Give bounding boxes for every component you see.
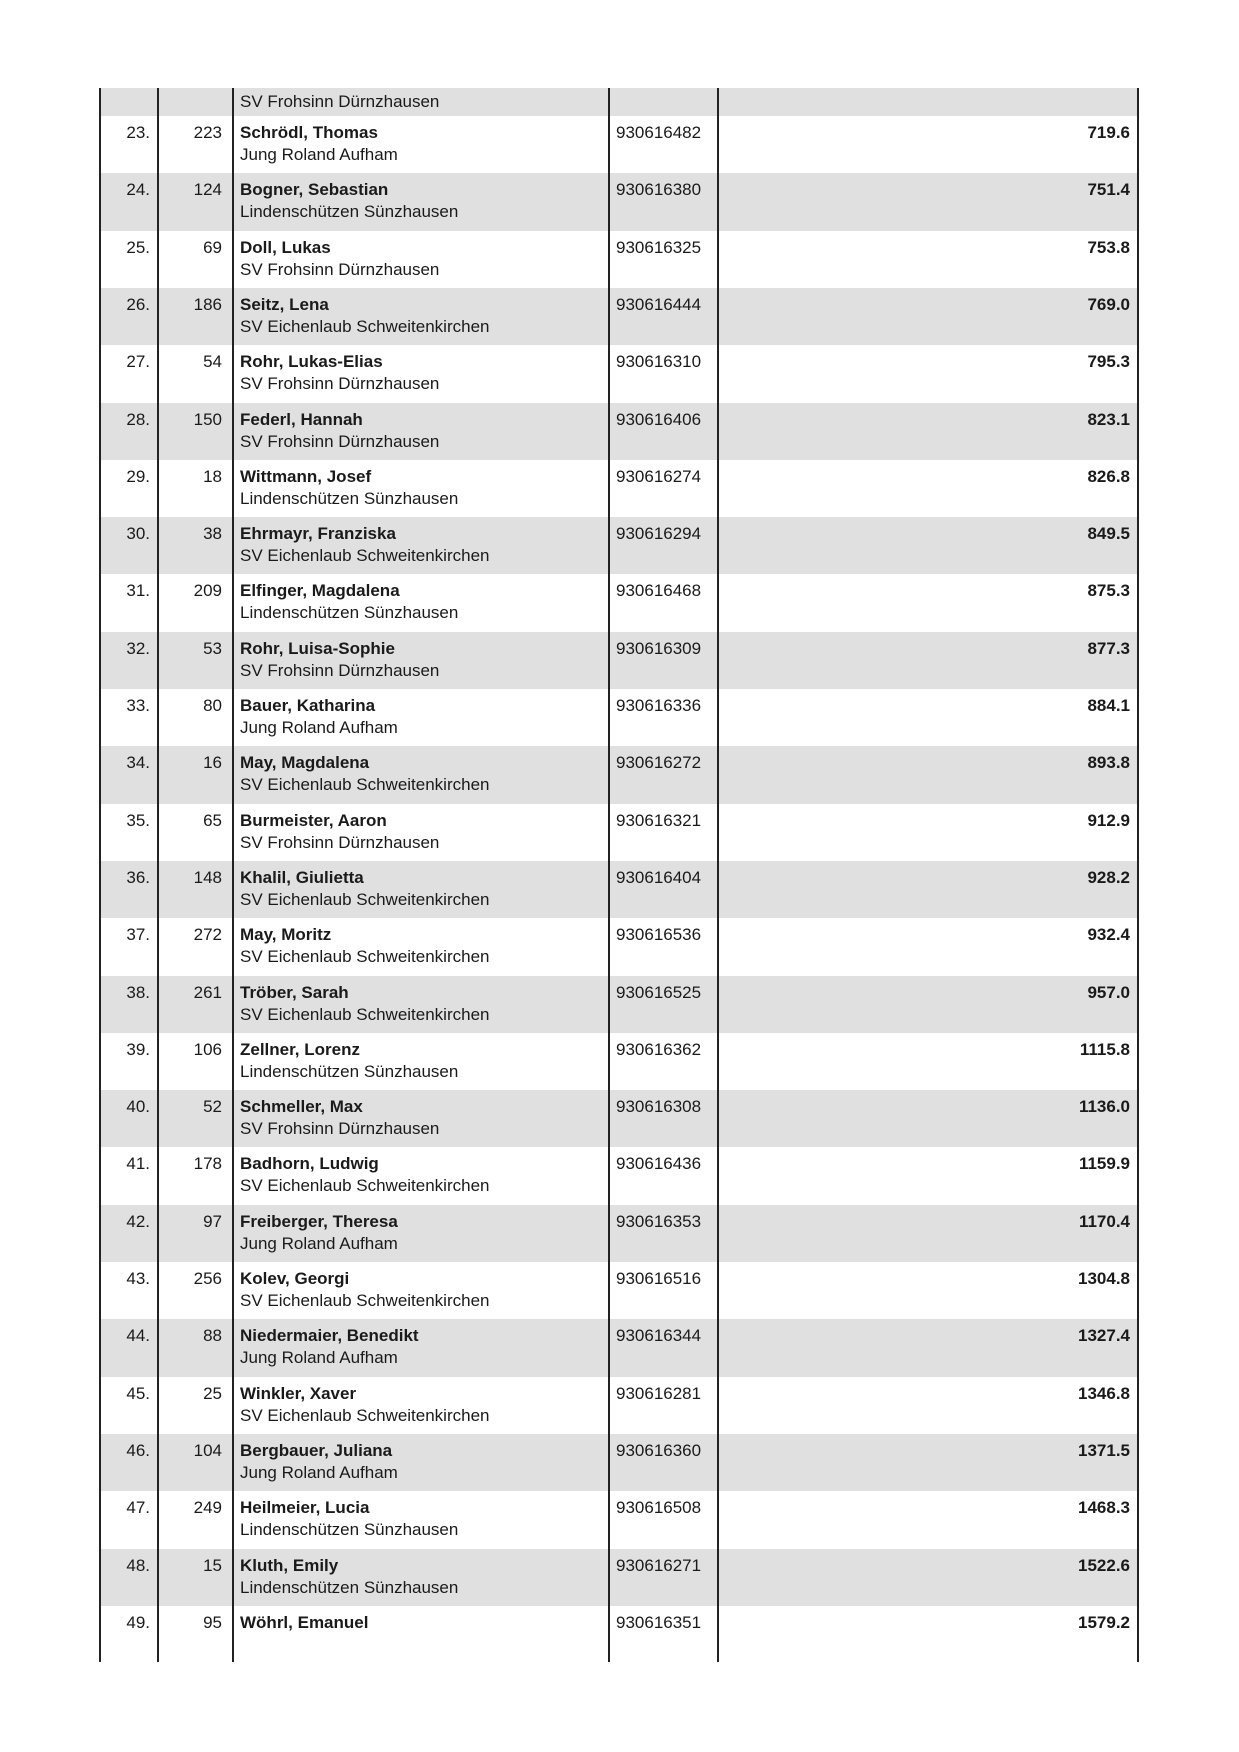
score-cell: 893.8 [1087, 753, 1130, 773]
table-row [100, 1090, 1138, 1147]
club-name: Jung Roland Aufham [240, 1233, 398, 1253]
score-cell: 1346.8 [1078, 1383, 1130, 1403]
table-row [100, 1319, 1138, 1376]
start-number-cell: 54 [203, 352, 222, 372]
table-row [100, 574, 1138, 631]
table-row [100, 918, 1138, 975]
table-row [100, 976, 1138, 1033]
rank-cell: 33. [126, 696, 150, 715]
club-name: SV Eichenlaub Schweitenkirchen [240, 316, 490, 336]
name-cell [240, 1033, 600, 1096]
athlete-name: May, Moritz [240, 925, 332, 945]
club-name: SV Frohsinn Dürnzhausen [240, 1119, 440, 1139]
score-cell: 795.3 [1087, 352, 1130, 372]
id-cell: 930616468 [616, 581, 702, 601]
score-cell: 1304.8 [1078, 1269, 1130, 1288]
score-cell: 928.2 [1087, 867, 1130, 887]
athlete-name: Federl, Hannah [240, 409, 363, 429]
start-number-cell: 25 [203, 1383, 222, 1403]
name-cell [240, 1377, 600, 1440]
athlete-name: Wöhrl, Emanuel [240, 1612, 369, 1632]
start-number-cell: 80 [203, 696, 222, 715]
id-cell: 930616360 [616, 1440, 702, 1460]
score-cell: 751.4 [1087, 180, 1130, 200]
rank-cell: 47. [126, 1498, 150, 1518]
name-cell [240, 804, 600, 867]
name-cell [240, 517, 600, 580]
start-number-cell: 95 [203, 1612, 222, 1632]
score-cell: 769.0 [1087, 294, 1130, 314]
column-divider [99, 88, 101, 1662]
score-cell: 823.1 [1087, 409, 1130, 429]
table-row [100, 746, 1138, 803]
score-cell: 753.8 [1087, 237, 1130, 257]
club-name: Lindenschützen Sünzhausen [240, 1577, 459, 1597]
id-cell: 930616516 [616, 1269, 702, 1288]
table-row [100, 1033, 1138, 1090]
start-number-cell: 178 [193, 1154, 222, 1174]
club-name [240, 88, 600, 119]
athlete-name: Wittmann, Josef [240, 466, 372, 486]
start-number-cell: 52 [203, 1097, 222, 1117]
rank-cell: 41. [126, 1154, 150, 1174]
athlete-name: Bogner, Sebastian [240, 180, 389, 200]
table-row [100, 517, 1138, 574]
name-cell [240, 116, 600, 179]
rank-cell: 26. [126, 294, 150, 314]
name-cell [240, 1549, 600, 1612]
start-number-cell: 209 [193, 581, 222, 601]
results-table [100, 88, 1138, 1662]
score-cell: 884.1 [1087, 696, 1130, 715]
score-cell: 957.0 [1087, 982, 1130, 1002]
rank-cell: 45. [126, 1383, 150, 1403]
rank-cell: 34. [126, 753, 150, 773]
score-cell: 932.4 [1087, 925, 1130, 945]
score-cell: 912.9 [1087, 810, 1130, 830]
rank-cell: 39. [126, 1039, 150, 1059]
club-name: SV Frohsinn Dürnzhausen [240, 660, 440, 680]
name-cell [240, 1090, 600, 1153]
start-number-cell: 97 [203, 1211, 222, 1231]
athlete-name: Schrödl, Thomas [240, 123, 378, 142]
start-number-cell: 186 [193, 294, 222, 314]
athlete-name: Rohr, Luisa-Sophie [240, 638, 395, 658]
id-cell: 930616344 [616, 1326, 702, 1346]
score-cell: 1579.2 [1078, 1612, 1130, 1632]
score-cell: 849.5 [1087, 524, 1130, 544]
name-cell [240, 918, 600, 981]
start-number-cell: 16 [203, 753, 222, 773]
club-name: SV Eichenlaub Schweitenkirchen [240, 1004, 490, 1024]
start-number-cell: 124 [193, 180, 222, 200]
id-cell: 930616308 [616, 1097, 702, 1117]
rank-cell: 24. [126, 180, 150, 200]
name-cell [240, 231, 600, 294]
club-name: SV Eichenlaub Schweitenkirchen [240, 546, 490, 566]
name-cell [240, 574, 600, 637]
athlete-name: May, Magdalena [240, 753, 370, 773]
rank-cell: 25. [126, 237, 150, 257]
table-row [100, 1147, 1138, 1204]
table-row [100, 804, 1138, 861]
rank-cell: 31. [126, 581, 150, 601]
table-row [100, 861, 1138, 918]
table-row [100, 632, 1138, 689]
athlete-name: Niedermaier, Benedikt [240, 1326, 419, 1346]
id-cell: 930616362 [616, 1039, 702, 1059]
id-cell: 930616380 [616, 180, 702, 200]
start-number-cell: 223 [193, 123, 222, 142]
athlete-name: Winkler, Xaver [240, 1383, 357, 1403]
name-cell [240, 1147, 600, 1210]
id-cell: 930616508 [616, 1498, 702, 1518]
name-cell [240, 746, 600, 809]
score-cell: 1522.6 [1078, 1555, 1130, 1575]
rank-cell: 30. [126, 524, 150, 544]
club-name: Jung Roland Aufham [240, 145, 398, 164]
rank-cell: 36. [126, 867, 150, 887]
start-number-cell: 104 [193, 1440, 222, 1460]
column-divider [1137, 88, 1139, 1662]
start-number-cell: 148 [193, 867, 222, 887]
start-number-cell: 150 [193, 409, 222, 429]
rank-cell: 44. [126, 1326, 150, 1346]
name-cell [240, 632, 600, 695]
club-name: SV Frohsinn Dürnzhausen [240, 832, 440, 852]
rank-cell: 28. [126, 409, 150, 429]
column-divider [157, 88, 159, 1662]
club-name: Lindenschützen Sünzhausen [240, 603, 459, 623]
id-cell: 930616310 [616, 352, 702, 372]
score-cell: 826.8 [1087, 466, 1130, 486]
table-row [100, 1491, 1138, 1548]
name-cell [240, 976, 600, 1039]
athlete-name: Heilmeier, Lucia [240, 1498, 370, 1518]
name-cell [240, 288, 600, 351]
rank-cell: 43. [126, 1269, 150, 1288]
rank-cell: 23. [126, 123, 150, 142]
club-name: SV Eichenlaub Schweitenkirchen [240, 889, 490, 909]
name-cell [240, 173, 600, 236]
score-cell: 1170.4 [1078, 1211, 1130, 1231]
name-cell [240, 345, 600, 408]
name-cell [240, 689, 600, 752]
name-cell [240, 1434, 600, 1497]
athlete-name: Tröber, Sarah [240, 982, 349, 1002]
table-row [100, 403, 1138, 460]
table-row [100, 1434, 1138, 1491]
club-name: Jung Roland Aufham [240, 1348, 398, 1368]
club-name: SV Eichenlaub Schweitenkirchen [240, 947, 490, 967]
id-cell: 930616336 [616, 696, 702, 715]
table-row [100, 173, 1138, 230]
id-cell: 930616351 [616, 1612, 702, 1632]
table-row [100, 231, 1138, 288]
id-cell: 930616309 [616, 638, 702, 658]
club-name: Lindenschützen Sünzhausen [240, 1061, 459, 1081]
table-row [100, 1549, 1138, 1606]
athlete-name: Ehrmayr, Franziska [240, 524, 396, 544]
club-name: Jung Roland Aufham [240, 718, 398, 737]
name-cell [240, 1205, 600, 1268]
column-divider [232, 88, 234, 1662]
club-name: SV Frohsinn Dürnzhausen [240, 259, 440, 279]
score-cell: 1468.3 [1078, 1498, 1130, 1518]
start-number-cell: 249 [193, 1498, 222, 1518]
name-cell [240, 861, 600, 924]
start-number-cell: 272 [193, 925, 222, 945]
athlete-name: Freiberger, Theresa [240, 1211, 398, 1231]
rank-cell: 29. [126, 466, 150, 486]
score-cell: 1159.9 [1078, 1154, 1130, 1174]
score-cell: 1136.0 [1078, 1097, 1130, 1117]
start-number-cell: 261 [193, 982, 222, 1002]
name-cell [240, 460, 600, 523]
table-row [100, 288, 1138, 345]
club-name: Lindenschützen Sünzhausen [240, 1520, 459, 1540]
id-cell: 930616482 [616, 123, 702, 142]
club-name: SV Eichenlaub Schweitenkirchen [240, 1291, 490, 1310]
club-name: SV Frohsinn Dürnzhausen [240, 374, 440, 394]
id-cell: 930616271 [616, 1555, 702, 1575]
athlete-name: Khalil, Giulietta [240, 867, 364, 887]
table-row [100, 1606, 1138, 1662]
column-divider [608, 88, 610, 1662]
start-number-cell: 106 [193, 1039, 222, 1059]
rank-cell: 42. [126, 1211, 150, 1231]
id-cell: 930616444 [616, 294, 702, 314]
start-number-cell: 53 [203, 638, 222, 658]
athlete-name: Doll, Lukas [240, 237, 331, 257]
score-cell: 719.6 [1087, 123, 1130, 142]
name-cell [240, 1262, 600, 1325]
id-cell: 930616272 [616, 753, 702, 773]
name-cell [240, 1491, 600, 1554]
name-cell [240, 1319, 600, 1382]
table-row [100, 1205, 1138, 1262]
rank-cell: 48. [126, 1555, 150, 1575]
start-number-cell: 88 [203, 1326, 222, 1346]
start-number-cell: 256 [193, 1269, 222, 1288]
table-row [100, 116, 1138, 173]
score-cell: 877.3 [1087, 638, 1130, 658]
score-cell: 875.3 [1087, 581, 1130, 601]
club-name: Jung Roland Aufham [240, 1462, 398, 1482]
athlete-name: Kluth, Emily [240, 1555, 339, 1575]
athlete-name: Seitz, Lena [240, 294, 329, 314]
athlete-name: Bauer, Katharina [240, 696, 376, 715]
athlete-name: Rohr, Lukas-Elias [240, 352, 383, 372]
table-row [100, 345, 1138, 402]
athlete-name: Badhorn, Ludwig [240, 1154, 379, 1174]
name-cell [240, 1606, 600, 1662]
start-number-cell: 38 [203, 524, 222, 544]
rank-cell: 38. [126, 982, 150, 1002]
id-cell: 930616404 [616, 867, 702, 887]
rank-cell: 37. [126, 925, 150, 945]
club-text: SV Frohsinn Dürnzhausen [240, 92, 440, 111]
score-cell: 1371.5 [1078, 1440, 1130, 1460]
id-cell: 930616353 [616, 1211, 702, 1231]
rank-cell: 40. [126, 1097, 150, 1117]
rank-cell: 35. [126, 810, 150, 830]
club-name: SV Eichenlaub Schweitenkirchen [240, 775, 490, 795]
rank-cell: 49. [126, 1612, 150, 1632]
id-cell: 930616525 [616, 982, 702, 1002]
table-row [100, 689, 1138, 746]
athlete-name: Burmeister, Aaron [240, 810, 387, 830]
score-cell: 1115.8 [1079, 1039, 1130, 1059]
rank-cell: 27. [126, 352, 150, 372]
id-cell: 930616436 [616, 1154, 702, 1174]
table-row [100, 1377, 1138, 1434]
name-cell [240, 403, 600, 466]
athlete-name: Zellner, Lorenz [240, 1039, 360, 1059]
club-name: Lindenschützen Sünzhausen [240, 488, 459, 508]
start-number-cell: 69 [203, 237, 222, 257]
rank-cell: 32. [126, 638, 150, 658]
club-name: SV Eichenlaub Schweitenkirchen [240, 1176, 490, 1196]
athlete-name: Schmeller, Max [240, 1097, 363, 1117]
id-cell: 930616406 [616, 409, 702, 429]
start-number-cell: 15 [203, 1555, 222, 1575]
id-cell: 930616325 [616, 237, 702, 257]
club-name: Lindenschützen Sünzhausen [240, 202, 459, 222]
id-cell: 930616274 [616, 466, 702, 486]
start-number-cell: 18 [203, 466, 222, 486]
athlete-name: Kolev, Georgi [240, 1269, 350, 1288]
table-row [100, 1262, 1138, 1319]
start-number-cell: 65 [203, 810, 222, 830]
score-cell: 1327.4 [1078, 1326, 1130, 1346]
id-cell: 930616536 [616, 925, 702, 945]
athlete-name: Elfinger, Magdalena [240, 581, 400, 601]
club-name: SV Eichenlaub Schweitenkirchen [240, 1405, 490, 1425]
id-cell: 930616281 [616, 1383, 702, 1403]
table-row-continued [100, 88, 1138, 116]
id-cell: 930616294 [616, 524, 702, 544]
athlete-name: Bergbauer, Juliana [240, 1440, 393, 1460]
column-divider [717, 88, 719, 1662]
club-name: SV Frohsinn Dürnzhausen [240, 431, 440, 451]
rank-cell: 46. [126, 1440, 150, 1460]
id-cell: 930616321 [616, 810, 702, 830]
table-row [100, 460, 1138, 517]
